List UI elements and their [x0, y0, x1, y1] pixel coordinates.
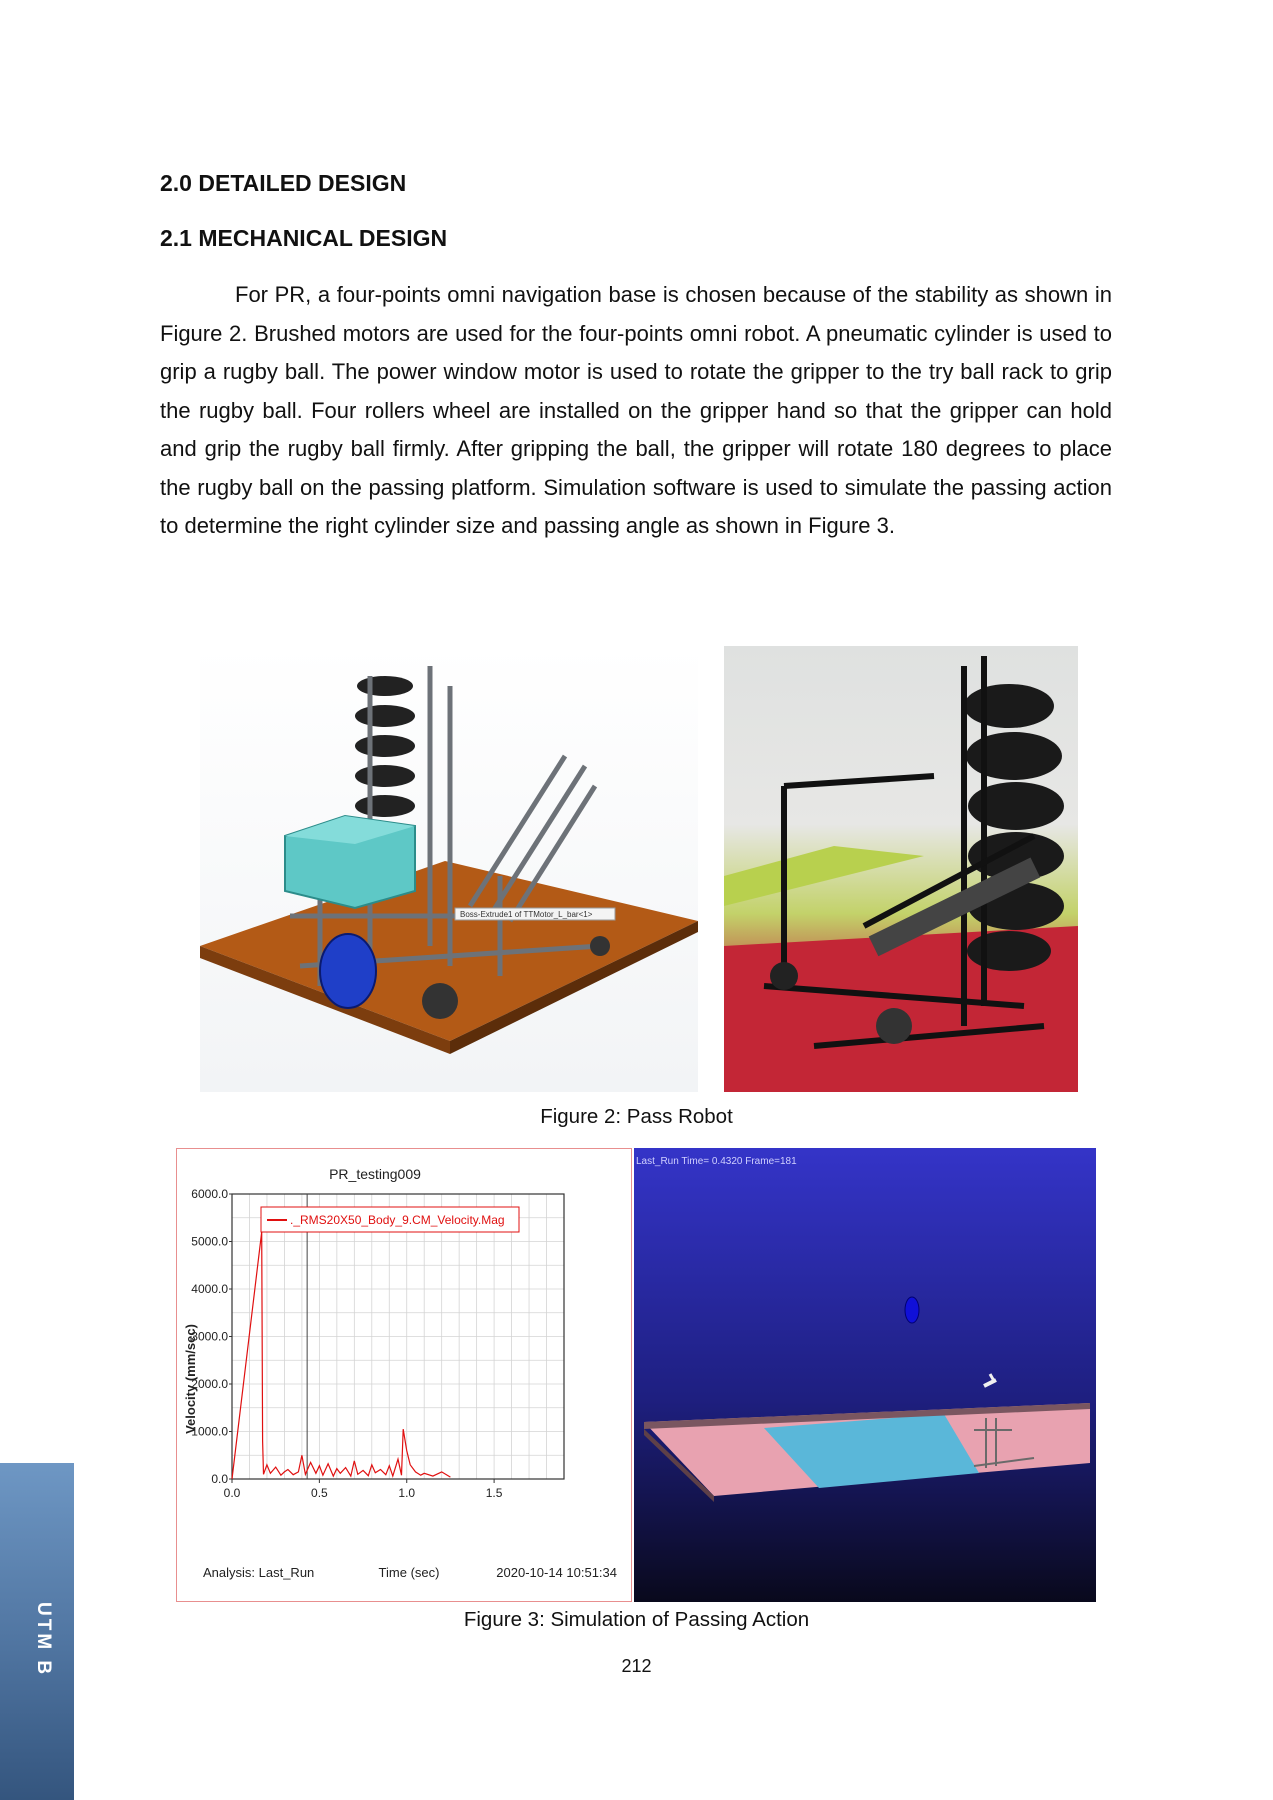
body-paragraph [160, 276, 1112, 546]
chart-x-tick-label: 1.5 [485, 1486, 503, 1500]
chart-grid [232, 1194, 564, 1479]
side-tab-label: UTM B [33, 1602, 54, 1678]
simulation-view [634, 1148, 1096, 1602]
chart-x-axis-label: Time (sec) [378, 1565, 440, 1580]
chart-legend-label: ._RMS20X50_Body_9.CM_Velocity.Mag [290, 1213, 505, 1227]
chart-x-tick-label: 1.0 [398, 1486, 416, 1500]
page-number: 212 [621, 1656, 652, 1676]
body-paragraph-text: For PR, a four-points omni navigation base is chosen because of the stability as shown in Figure 2. Brushed motors are used for the four-points omni robot. A pneumatic cylinder is used to grip a rugby ball. The power window motor is used to rotate the gripper to the try ball rack to grip the rugby ball. Four rollers wheel are installed on the gripper hand so that the gripper can hold and grip the rugby ball firmly. After gripping the ball, the gripper will rotate 180 degrees to place the rugby ball on the passing platform. Simulation software is used to simulate the passing action to determine the right cylinder size and passing angle as shown in Figure 3. [160, 282, 1112, 538]
chart-y-tick-label: 5000.0 [191, 1234, 228, 1249]
subsection-title: 2.1 MECHANICAL DESIGN [160, 225, 448, 251]
chart-y-axis-label: Velocity (mm/sec) [183, 1324, 198, 1434]
chart-x-tick-label: 0.5 [311, 1486, 328, 1500]
cad-model-image [200, 646, 698, 1092]
simulated-ball [905, 1297, 919, 1323]
chart-y-tick-label: 6000.0 [191, 1187, 228, 1201]
chart-y-tick-label: 2000.0 [191, 1377, 228, 1391]
chart-y-tick-label: 3000.0 [191, 1329, 228, 1344]
figure-2-caption: Figure 2: Pass Robot [540, 1105, 733, 1128]
chart-series-velocity [232, 1232, 450, 1479]
simulation-header: Last_Run Time= 0.4320 Frame=181 [636, 1156, 797, 1167]
chart-y-tick-label: 4000.0 [191, 1282, 228, 1296]
chart-title: PR_testing009 [329, 1166, 421, 1182]
section-title: 2.0 DETAILED DESIGN [160, 170, 407, 196]
chart-y-tick-label: 0.0 [211, 1472, 228, 1486]
robot-photo [724, 646, 1078, 1092]
cad-tooltip: Boss-Extrude1 of TTMotor_L_bar<1> [460, 910, 593, 919]
chart-x-tick-label: 0.0 [223, 1486, 241, 1500]
chart-footer-left: Analysis: Last_Run [203, 1565, 315, 1580]
chart-footer-right: 2020-10-14 10:51:34 [496, 1565, 617, 1580]
velocity-chart [176, 1148, 632, 1602]
chart-y-tick-label: 1000.0 [191, 1424, 228, 1439]
figure-3-caption: Figure 3: Simulation of Passing Action [463, 1608, 810, 1631]
